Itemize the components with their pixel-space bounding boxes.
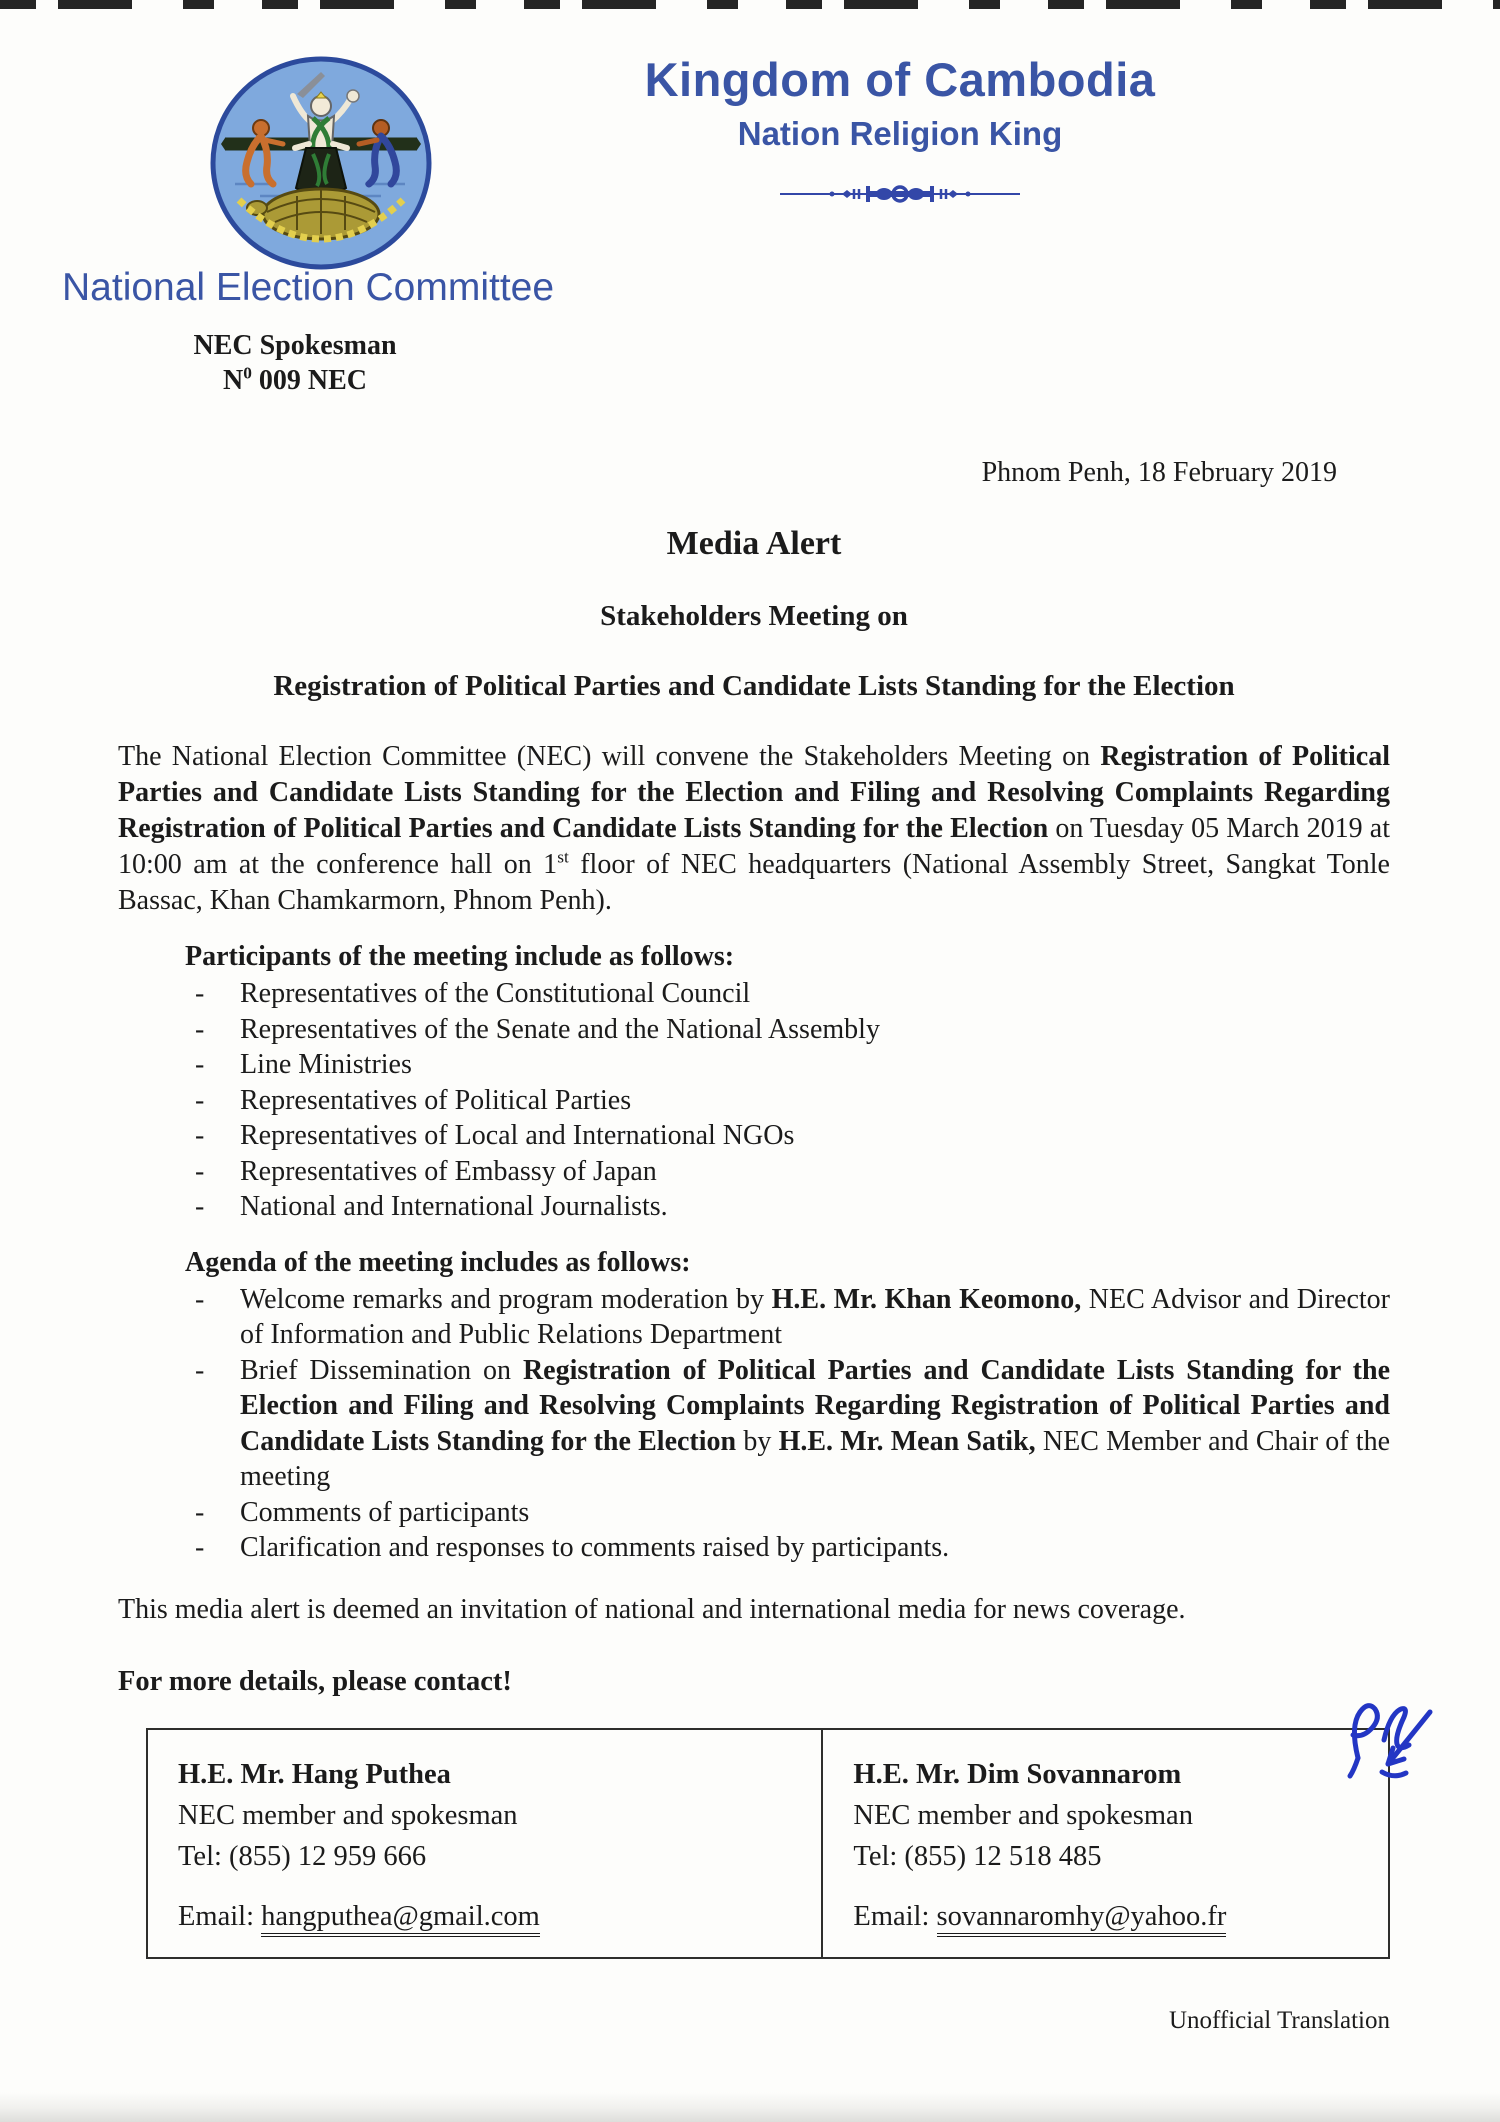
list-item: - Representatives of the Senate and the National Assembly — [195, 1012, 1390, 1048]
list-item: - Representatives of Embassy of Japan — [195, 1154, 1390, 1190]
agenda-heading: Agenda of the meeting includes as follows: — [185, 1246, 691, 1278]
list-item: - Representatives of Local and International NGOs — [195, 1118, 1390, 1154]
handwritten-initials — [1328, 1660, 1454, 1806]
header-divider-ornament — [780, 181, 1020, 207]
dash-bullet: - — [195, 1532, 205, 1563]
nec-seal-logo — [205, 56, 437, 270]
contact-tel: Tel: (855) 12 959 666 — [178, 1840, 427, 1872]
list-item: - Line Ministries — [195, 1047, 1390, 1083]
email-link[interactable]: hangputhea@gmail.com — [261, 1901, 540, 1937]
email-link[interactable]: sovannaromhy@yahoo.fr — [937, 1901, 1227, 1937]
subtitle-meeting: Stakeholders Meeting on — [600, 600, 908, 632]
committee-name: National Election Committee — [62, 266, 555, 309]
motto-line: Nation Religion King — [737, 115, 1063, 152]
list-item: - Comments of participants — [195, 1495, 1390, 1531]
contact-role: NEC member and spokesman — [178, 1799, 518, 1831]
dash-bullet: - — [195, 1084, 205, 1116]
list-item: - National and International Journalists. — [195, 1189, 1390, 1225]
intro-paragraph: The National Election Committee (NEC) will convene the Stakeholders Meeting on Registration of Political Parties and Candidate Lists Standing for the Election and Filing and Resolving Complaints Regarding Registration of Political Parties and Candidate Lists Standing for the Election on Tuesday 05 March 2019 at 10:00 am at the conference hall on 1st floor of NEC headquarters (National Assembly Street, Sangkat Tonle Bassac, Khan Chamkarmorn, Phnom Penh). — [118, 741, 1390, 916]
list-item: - Brief Dissemination on Registration of Political Parties and Candidate Lists Standing for the Election and Filing and Resolving Complaints Regarding Registration of Political Parties and Candidate Lists Standing for the Election by H.E. Mr. Mean Satik, NEC Member and Chair of the meeting — [195, 1353, 1390, 1495]
list-item: - Representatives of the Constitutional Council — [195, 976, 1390, 1012]
letterhead — [0, 0, 1500, 455]
footer-note: Unofficial Translation — [1168, 2006, 1390, 2034]
contact-tel: Tel: (855) 12 518 485 — [853, 1840, 1102, 1872]
contact-card — [822, 1729, 1389, 1958]
list-item: - Clarification and responses to comments raised by participants. — [195, 1530, 1390, 1566]
closing-note: This media alert is deemed an invitation of national and international media for news coverage. — [118, 1593, 1186, 1625]
kingdom-title: Kingdom of Cambodia — [644, 53, 1156, 106]
dash-bullet: - — [195, 1354, 205, 1386]
contact-name: H.E. Mr. Hang Puthea — [178, 1758, 451, 1790]
spokesman-block — [125, 328, 465, 398]
participants-heading: Participants of the meeting include as follows: — [185, 941, 735, 972]
contact-name: H.E. Mr. Dim Sovannarom — [853, 1758, 1182, 1790]
dash-bullet: - — [195, 978, 205, 1009]
dateline: Phnom Penh, 18 February 2019 — [981, 457, 1337, 488]
contact-email-line: Email: sovannaromhy@yahoo.fr — [853, 1896, 1378, 1937]
dash-bullet: - — [195, 1013, 205, 1045]
contacts-table — [146, 1728, 1390, 1959]
dash-bullet: - — [195, 1049, 205, 1080]
reference-number: $N^0$ 009 NEC — [222, 363, 368, 396]
dash-bullet: - — [195, 1155, 205, 1187]
list-item: - Welcome remarks and program moderation by H.E. Mr. Khan Keomono, NEC Advisor and Director of Information and Public Relations Department — [195, 1282, 1390, 1353]
contact-email-line: Email: hangputhea@gmail.com — [178, 1896, 811, 1937]
contact-role: NEC member and spokesman — [853, 1799, 1193, 1831]
dash-bullet: - — [195, 1496, 205, 1528]
dash-bullet: - — [195, 1191, 205, 1222]
scan-artifact-bottom — [0, 2092, 1500, 2122]
contact-card — [147, 1729, 822, 1958]
dash-bullet: - — [195, 1283, 205, 1315]
spokesman-title: NEC Spokesman — [193, 330, 397, 361]
contact-heading: For more details, please contact! — [118, 1665, 512, 1697]
dash-bullet: - — [195, 1120, 205, 1151]
document-title: Media Alert — [666, 525, 842, 562]
subtitle-topic: Registration of Political Parties and Candidate Lists Standing for the Election — [273, 670, 1235, 702]
document-body — [0, 455, 1500, 2035]
list-item: - Representatives of Political Parties — [195, 1083, 1390, 1119]
agenda-list — [118, 1282, 1390, 1566]
participants-list — [118, 976, 1390, 1225]
